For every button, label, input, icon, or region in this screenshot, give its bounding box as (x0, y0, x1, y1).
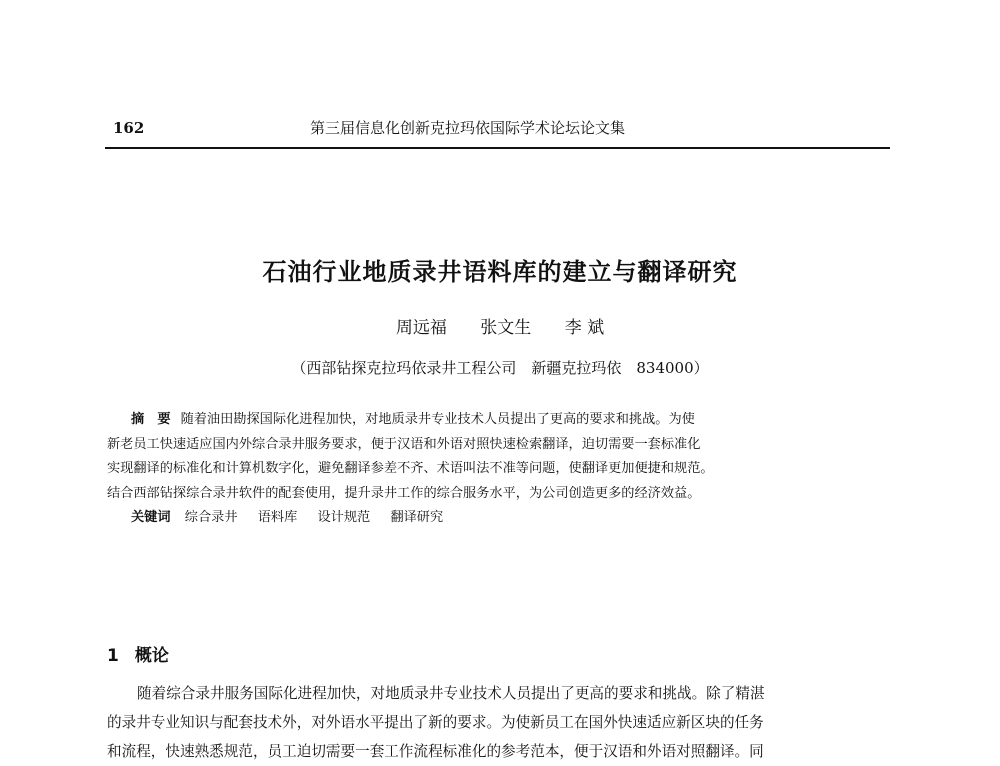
affiliation: （西部钻探克拉玛依录井工程公司 新疆克拉玛依 834000） (291, 359, 709, 377)
author-list (0, 313, 1000, 338)
body-line: 和流程，快速熟悉规范，员工迫切需要一套工作流程标准化的参考范本，便于汉语和外语对照翻译。同 (107, 743, 764, 760)
author-name: 周远福 (395, 318, 447, 338)
keywords-line (107, 506, 893, 531)
section-heading (107, 641, 169, 666)
keyword: 语料库 (257, 510, 298, 525)
abstract-text: 随着油田勘探国际化进程加快，对地质录井专业技术人员提出了更高的要求和挑战。为使 (180, 412, 695, 427)
keyword: 翻译研究 (390, 510, 444, 525)
page-number: 162 (113, 119, 145, 137)
abstract (107, 408, 893, 531)
keyword: 综合录井 (184, 510, 238, 525)
journal-title: 第三届信息化创新克拉玛依国际学术论坛论文集 (310, 119, 626, 137)
abstract-label: 摘 要 (131, 412, 171, 427)
paper-title: 石油行业地质录井语料库的建立与翻译研究 (262, 258, 738, 286)
abstract-line: 新老员工快速适应国内外综合录井服务要求，便于汉语和外语对照快速检索翻译，迫切需要一套标准化 (107, 436, 701, 452)
author-name: 李 斌 (564, 318, 605, 338)
body-text (107, 679, 893, 766)
abstract-line: 实现翻译的标准化和计算机数字化，避免翻译参差不齐、术语叫法不准等问题，使翻译更加便捷和规范。 (107, 461, 714, 476)
abstract-line: 结合西部钻探综合录井软件的配套使用，提升录井工作的综合服务水平，为公司创造更多的经济效益。 (107, 485, 701, 501)
body-line: 的录井专业知识与配套技术外，对外语水平提出了新的要求。为使新员工在国外快速适应新区块的任务 (107, 714, 764, 731)
keyword: 设计规范 (317, 510, 371, 525)
author-name: 张文生 (480, 318, 532, 338)
section-number: 1 (107, 646, 119, 666)
section-title: 概论 (134, 646, 169, 666)
keywords-label: 关键词 (131, 510, 171, 525)
abstract-line (107, 408, 893, 433)
body-line: 随着综合录井服务国际化进程加快，对地质录井专业技术人员提出了更高的要求和挑战。除了精湛 (137, 685, 765, 702)
page-header (105, 113, 890, 149)
